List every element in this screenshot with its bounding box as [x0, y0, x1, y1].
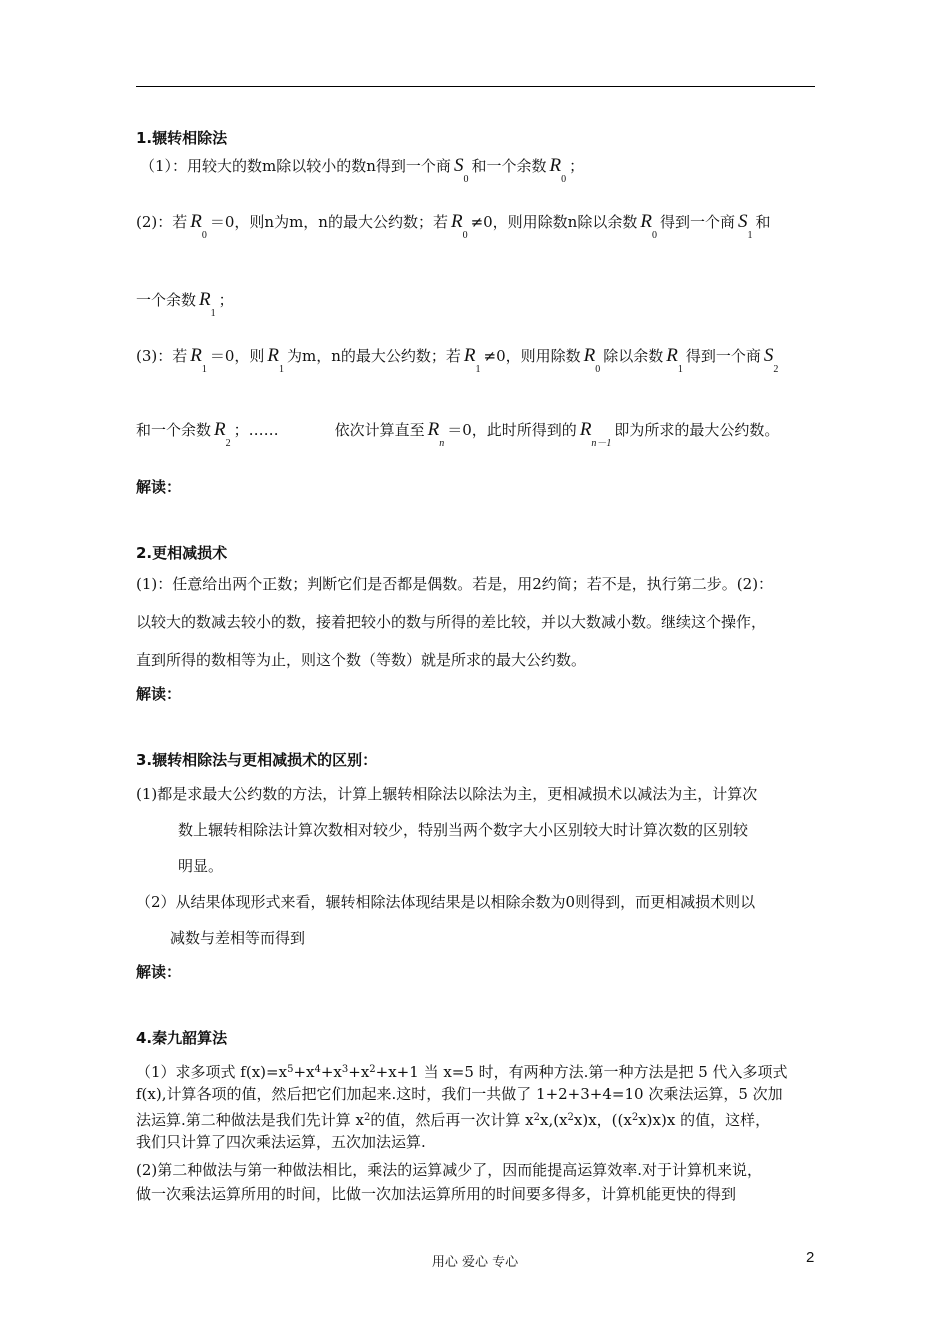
var-R1: $R_1$	[267, 345, 285, 375]
var-R2: $R_2$	[214, 419, 231, 449]
s3-line-3: 明显。	[178, 857, 224, 875]
s1-line-2: (2)：若 $R_0=0$，则n为m，n的最大公约数；若 $R_0\ne 0$，则用除数n除以余数 $R_0$得到一个商 $S_1$和	[136, 211, 771, 241]
s2-line-1: (1)：任意给出两个正数；判断它们是否都是偶数。若是，用2约简；若不是，执行第二步。(2)：	[136, 575, 774, 593]
s3-line-5: 减数与差相等而得到	[170, 929, 306, 947]
s3-line-4: （2）从结果体现形式来看，辗转相除法体现结果是以相除余数为0则得到，而更相减损术则以	[136, 893, 756, 911]
section-1-title: 1.辗转相除法	[136, 129, 228, 147]
var-S1: $S_1$	[737, 211, 753, 241]
var-R0: $R_0$	[549, 155, 567, 185]
var-S0: $S_0$	[453, 155, 469, 185]
var-R1: $R_1$	[190, 345, 207, 375]
s1-line-5: 和一个余数 $R_2$；…… 依次计算直至 $R_n=0$，此时所得到的 $R_{n-1}$即为所求的最大公约数。	[136, 419, 780, 449]
s1-line-3: 一个余数 $R_1$；	[136, 289, 234, 319]
header-rule	[136, 86, 815, 87]
var-R0: $R_0$	[640, 211, 657, 241]
var-S2: $S_2$	[763, 345, 779, 375]
s4-line-5: (2)第二种做法与第一种做法相比，乘法的运算减少了，因而能提高运算效率.对于计算机来说，	[136, 1161, 763, 1179]
var-Rn-1: $R_{n-1}$	[579, 419, 612, 449]
s2-interpretation-label: 解读：	[136, 685, 182, 703]
s4-line-6: 做一次乘法运算所用的时间，比做一次加法运算所用的时间要多得多，计算机能更快的得到	[136, 1185, 737, 1203]
s4-line-2: f(x),计算各项的值，然后把它们加起来.这时，我们一共做了 1+2+3+4=10 次乘法运算，5 次加	[136, 1085, 783, 1103]
s1-line-4: (3)：若 $R_1=0$，则 $R_1$为m，n的最大公约数；若 $R_1\ne 0$，则用除数 $R_0$除以余数 $R_1$得到一个商 $S_2$	[136, 345, 779, 375]
var-R1: $R_1$	[463, 345, 481, 375]
section-3-title: 3.辗转相除法与更相减损术的区别：	[136, 751, 378, 769]
var-R1: $R_1$	[199, 289, 216, 319]
s3-interpretation-label: 解读：	[136, 963, 182, 981]
page-footer: 用心 爱心 专心	[431, 1255, 519, 1270]
var-Rn: $R_n$	[427, 419, 445, 449]
s1-interpretation-label: 解读：	[136, 478, 182, 496]
s4-line-4: 我们只计算了四次乘法运算，五次加法运算.	[136, 1133, 426, 1151]
s1-line-1: （1）：用较大的数m除以较小的数n得到一个商 $S_0$和一个余数 $R_0$；	[140, 155, 585, 185]
s2-line-2: 以较大的数减去较小的数，接着把较小的数与所得的差比较，并以大数减小数。继续这个操作，	[136, 613, 767, 631]
s4-line-1: （1）求多项式 $f(x)=x^5+x^4+x^3+x^2+x+1$ 当 x=5 时，有两种方法.第一种方法是把 5 代入多项式	[136, 1063, 788, 1081]
s3-line-2: 数上辗转相除法计算次数相对较少，特别当两个数字大小区别较大时计算次数的区别较	[178, 821, 749, 839]
section-4-title: 4.秦九韶算法	[136, 1029, 228, 1047]
var-R0: $R_0$	[450, 211, 468, 241]
s2-line-3: 直到所得的数相等为止，则这个数（等数）就是所求的最大公约数。	[136, 651, 587, 669]
s4-line-3: 法运算.第二种做法是我们先计算 $x^2$的值，然后再一次计算 $x^2x,(x^2x)x$，$((x^2x)x)x$ 的值，这样，	[136, 1111, 771, 1129]
page-number: 2	[806, 1249, 815, 1266]
section-2-title: 2.更相减损术	[136, 544, 228, 562]
var-R0: $R_0$	[583, 345, 601, 375]
s3-line-1: (1)都是求最大公约数的方法，计算上辗转相除法以除法为主，更相减损术以减法为主，计算次	[136, 785, 758, 803]
var-R0: $R_0$	[190, 211, 207, 241]
var-R1: $R_1$	[666, 345, 683, 375]
